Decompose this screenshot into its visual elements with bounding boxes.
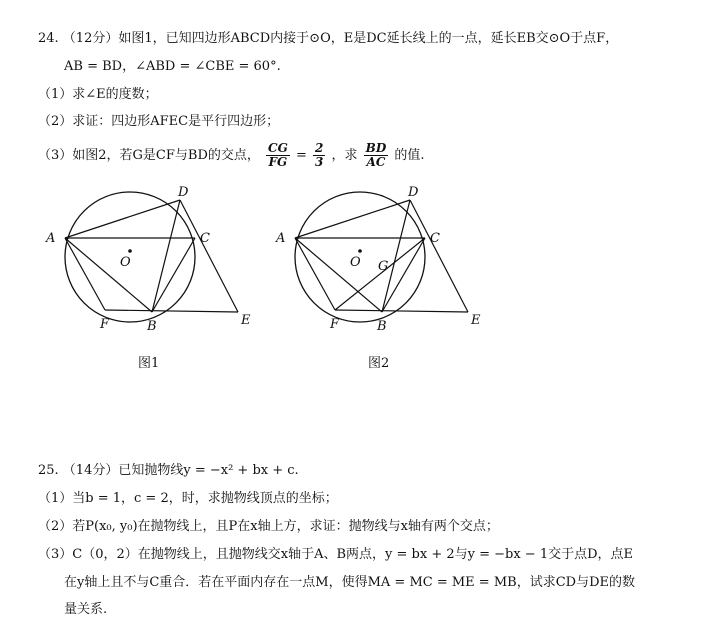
q24-line-1: 24. （12分）如图1，已知四边形ABCD内接于⊙O，E是DC延长线上的一点，延长EB交⊙O于点F， — [38, 31, 619, 46]
label-b: B — [377, 319, 387, 334]
q24-line-2: AB = BD，∠ABD = ∠CBE = 60°. — [64, 59, 281, 74]
label-b: B — [147, 319, 157, 334]
q25-part-3-line-1: （3）C（0，2）在抛物线上，且抛物线交x轴于A、B两点，y = bx + 2与y = −bx − 1交于点D，点E — [38, 547, 634, 562]
label-a: A — [276, 231, 286, 246]
q24-part-3 — [38, 141, 425, 171]
q25-part-2: （2）若P(x₀, y₀)在抛物线上，且P在x轴上方，求证：抛物线与x轴有两个交点； — [38, 519, 499, 534]
center-dot — [358, 249, 362, 253]
label-o: O — [350, 255, 361, 270]
label-f: F — [330, 317, 340, 332]
figure-1-caption: 图1 — [138, 356, 160, 371]
fraction-cg-fg — [266, 142, 290, 169]
label-f: F — [100, 317, 110, 332]
figure-1 — [40, 180, 270, 344]
label-c: C — [430, 231, 440, 246]
fraction-numerator: BD — [365, 141, 387, 155]
figure-1-diagram — [40, 180, 270, 340]
label-e: E — [241, 313, 251, 328]
fraction-numerator: CG — [268, 141, 288, 155]
q24-part-3-text-pre: （3）如图2，若G是CF与BD的交点， — [38, 148, 260, 163]
fraction-numerator: 2 — [315, 141, 324, 155]
q25-line-1: 25. （14分）已知抛物线y = −x² + bx + c. — [38, 463, 299, 478]
fraction-denominator: AC — [366, 155, 386, 169]
q24-part-2: （2）求证：四边形AFEC是平行四边形； — [38, 114, 280, 129]
figure-2-caption: 图2 — [368, 356, 390, 371]
fraction-denominator: FG — [268, 155, 288, 169]
q24-part-3-text-post: 的值. — [394, 148, 425, 163]
label-d: D — [408, 185, 419, 200]
figure-2-diagram — [270, 180, 500, 340]
fraction-bd-ac — [364, 142, 389, 169]
q25-part-1: （1）当b = 1，c = 2，时，求抛物线顶点的坐标； — [38, 491, 338, 506]
figure-1-lines — [65, 200, 238, 312]
label-g: G — [378, 259, 389, 274]
center-dot — [128, 249, 132, 253]
fraction-two-thirds — [313, 142, 325, 169]
q25-part-3-line-3: 量关系. — [64, 602, 108, 617]
figure-2-lines — [295, 200, 468, 312]
label-d: D — [178, 185, 189, 200]
q24-part-1: （1）求∠E的度数； — [38, 87, 158, 102]
label-a: A — [46, 231, 56, 246]
q25-part-3-line-2: 在y轴上且不与C重合．若在平面内存在一点M，使得MA = MC = ME = MB，试求CD与DE的数 — [64, 575, 635, 590]
q24-part-3-text-mid: ，求 — [331, 148, 358, 163]
label-e: E — [471, 313, 481, 328]
label-o: O — [120, 255, 131, 270]
equals-sign: = — [295, 148, 307, 163]
figure-2 — [270, 180, 500, 344]
label-c: C — [200, 231, 210, 246]
fraction-denominator: 3 — [315, 155, 324, 169]
